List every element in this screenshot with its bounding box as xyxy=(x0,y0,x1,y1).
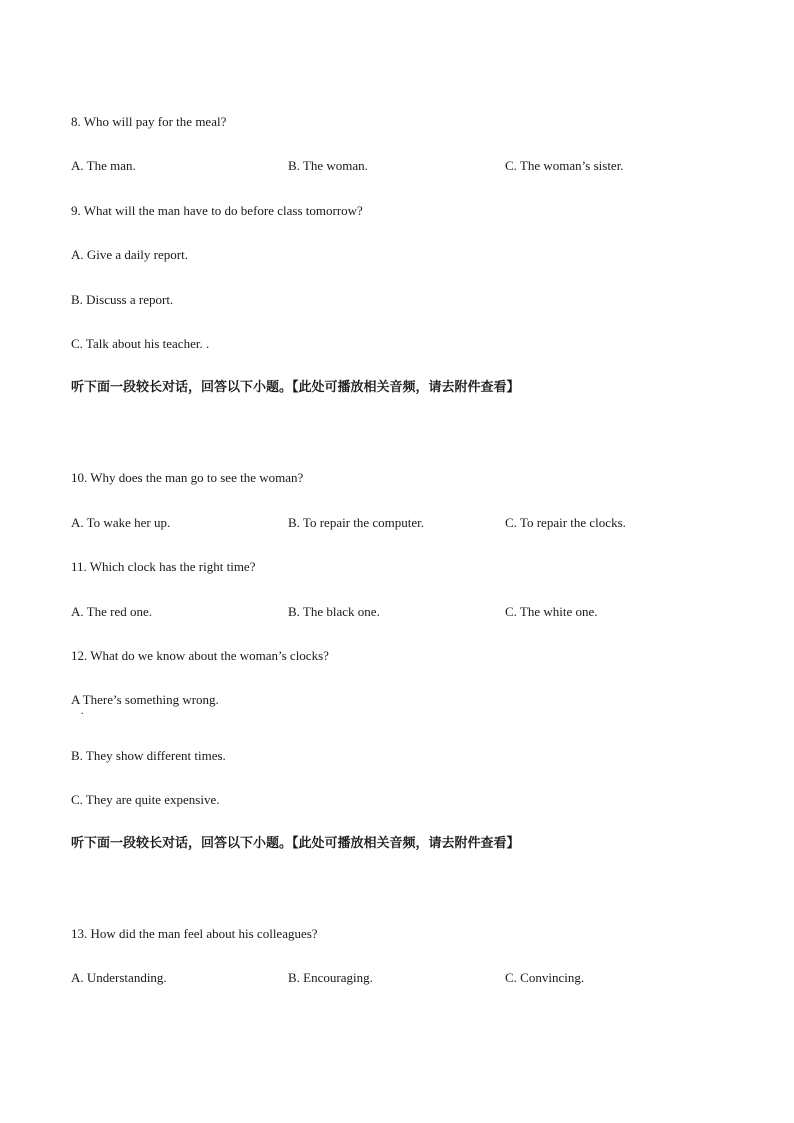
stray-mark: . xyxy=(81,706,84,717)
question-11: 11. Which clock has the right time? xyxy=(71,559,256,574)
q9-option-b: B. Discuss a report. xyxy=(71,292,174,307)
q10-option-a: A. To wake her up. xyxy=(71,515,171,530)
q11-option-c: C. The white one. xyxy=(505,604,598,619)
q8-option-a: A. The man. xyxy=(71,158,136,173)
listening-instruction-1: 听下面一段较长对话，回答以下小题。【此处可播放相关音频，请去附件查看】 xyxy=(71,380,520,395)
q12-option-c: C. They are quite expensive. xyxy=(71,792,220,807)
question-13: 13. How did the man feel about his colleagues? xyxy=(71,926,318,941)
q11-option-a: A. The red one. xyxy=(71,604,152,619)
listening-instruction-2: 听下面一段较长对话，回答以下小题。【此处可播放相关音频，请去附件查看】 xyxy=(71,836,520,851)
q11-option-b: B. The black one. xyxy=(288,604,380,619)
question-9: 9. What will the man have to do before class tomorrow? xyxy=(71,203,363,218)
q13-option-a: A. Understanding. xyxy=(71,970,167,985)
q10-option-b: B. To repair the computer. xyxy=(288,515,425,530)
q13-option-b: B. Encouraging. xyxy=(288,970,373,985)
q8-option-c: C. The woman’s sister. xyxy=(505,158,624,173)
question-12: 12. What do we know about the woman’s clocks? xyxy=(71,648,329,663)
q8-option-b: B. The woman. xyxy=(288,158,368,173)
q12-option-b: B. They show different times. xyxy=(71,748,226,763)
q13-option-c: C. Convincing. xyxy=(505,970,585,985)
q9-option-a: A. Give a daily report. xyxy=(71,247,188,262)
q10-option-c: C. To repair the clocks. xyxy=(505,515,626,530)
q9-option-c: C. Talk about his teacher. . xyxy=(71,336,210,351)
q12-option-a: A There’s something wrong. xyxy=(71,692,219,707)
question-8: 8. Who will pay for the meal? xyxy=(71,114,227,129)
question-10: 10. Why does the man go to see the woman? xyxy=(71,470,304,485)
